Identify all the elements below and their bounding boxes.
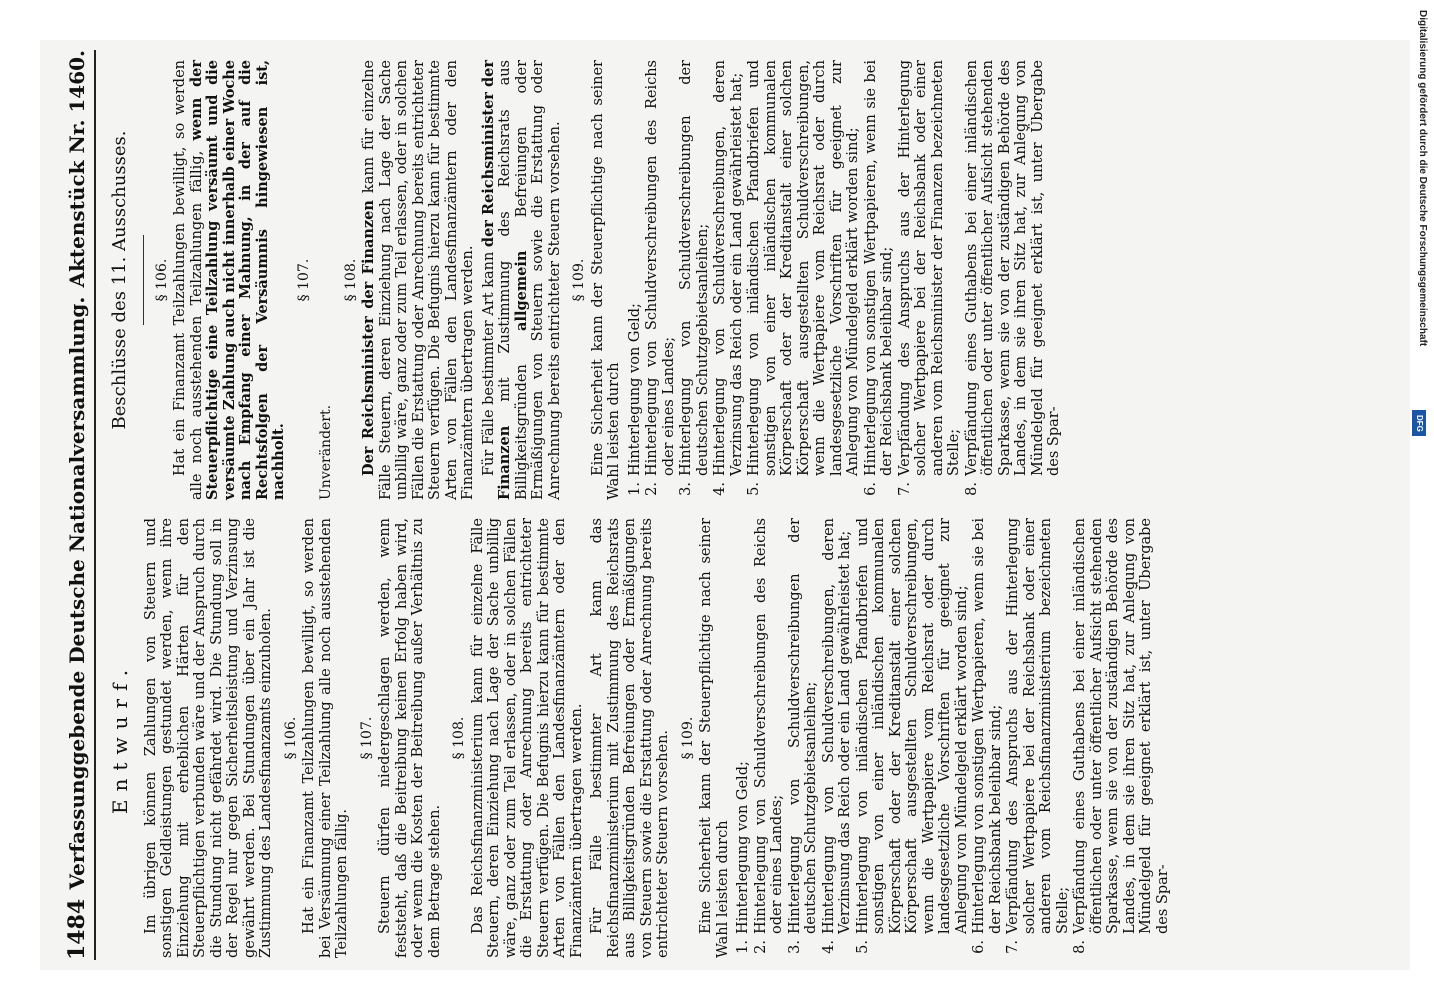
draft-s109-list-item — [855, 518, 971, 958]
running-title: Verfassunggebende Deutsche Nationalversammlung. — [65, 296, 89, 890]
page-header — [60, 50, 96, 960]
draft-s109-list-number: 3. — [786, 940, 803, 954]
committee-s109-list-text: Verpfändung eines Guthabens bei einer inländischen öffentlichen oder unter öffentlicher Aufsicht stehenden Sparkasse, wenn sie von der zuständigen Behörde des Landes, in dem sie ihren Sitz hat, zur Anlegung von Mündelgeld für geeignet erklärt ist, unter Übergabe des Spar- — [963, 60, 1062, 476]
committee-s109-list-number: 3. — [678, 482, 694, 496]
draft-s106-text: Hat ein Finanzamt Teilzahlungen bewilligt, so werden bei Versäumung einer Teilzahlung alle noch ausstehenden Teilzahlungen fällig. — [301, 518, 350, 958]
committee-s109-list-number: 6. — [862, 482, 879, 496]
draft-intro-paragraph: Im übrigen können Zahlungen von Steuern und sonstigen Geldleistungen gestundet werden, wenn ihre Einziehung mit erheblichen Härten für den Steuerpflichtigen verbunden wäre und der Anspruch durch die Stundung nicht gefährdet wird. Die Stundung soll in der Regel nur gegen Sicherheitsleistung und Verzinsung gewährt werden. Bei Stundungen über ein Jahr ist die Zustimmung des Landesfinanzamts einzuholen. — [142, 518, 274, 958]
committee-s109-intro: Eine Sicherheit kann der Steuerpflichtige nach seiner Wahl leisten durch — [589, 60, 622, 500]
draft-s109-list-number: 8. — [1072, 940, 1088, 954]
draft-s109-title: § 109. — [679, 716, 696, 760]
heading-divider — [143, 235, 144, 325]
credit-text: Digitalisierung gefördert durch die Deutsche Forschungsgemeinschaft — [1417, 10, 1428, 347]
committee-s109-list-item — [644, 60, 677, 500]
draft-s109-list-text: Hinterlegung von Schuldverschreibungen des Reichs oder eines Landes; — [752, 518, 785, 934]
draft-column — [106, 518, 1410, 958]
committee-s109-title: § 109. — [571, 258, 587, 302]
draft-s109-list-number: 1. — [735, 940, 751, 954]
committee-s109-list-item — [678, 60, 711, 500]
committee-s109-list-number: 2. — [644, 482, 660, 496]
committee-s109-list-item — [746, 60, 862, 500]
draft-s109-list-number: 6. — [971, 940, 987, 954]
draft-s109-list-number: 2. — [752, 940, 769, 954]
draft-s108-title: § 108. — [451, 716, 467, 760]
draft-s106-title: § 106. — [282, 716, 299, 760]
page-number: 1484 — [64, 898, 90, 960]
draft-s109-list-text: Hinterlegung von inländischen Pfandbriefen und sonstigen von einer inländischen kommunalen Körperschaft oder der Kreditanstalt einer solchen Körperschaft ausgestellten Schuldverschreibungen, wenn die Wertpapiere vom Reichsrat oder durch landesgesetzliche Vorschriften für geeignet zur Anlegung von Mündelgeld erklärt worden sind; — [854, 518, 970, 934]
committee-s106-title: § 106. — [153, 258, 170, 302]
digitization-credit — [1410, 10, 1430, 610]
draft-s109-intro: Eine Sicherheit kann der Steuerpflichtige nach seiner Wahl leisten durch — [698, 518, 731, 958]
committee-column — [106, 60, 1410, 500]
draft-s109-list-text: Hinterlegung von Schuldverschreibungen, deren Verzinsung das Reich oder ein Land gewährleistet hat; — [820, 518, 853, 934]
draft-s109-list-text: Verpfändung eines Guthabens bei einer inländischen öffentlichen oder unter öffentlicher Aufsicht stehenden Sparkasse, wenn sie von der zuständigen Behörde des Landes, in dem sie ihren Sitz hat, zur Anlegung von Mündelgeld für geeignet erklärt ist, unter Übergabe des Spar- — [1072, 518, 1171, 934]
draft-s109-list-text: Hinterlegung von Geld; — [735, 761, 751, 934]
draft-s109-list-number: 4. — [820, 940, 837, 954]
committee-s108-plain-2b: mit Zustimmung des Reichsrats aus Billigkeitsgründen — [497, 59, 530, 500]
committee-s107-title: § 107. — [295, 258, 312, 302]
committee-s109-list-text: Hinterlegung von Geld; — [626, 303, 643, 476]
committee-s109-list-text: Hinterlegung von sonstigen Wertpapieren, wenn sie bei der Reichsbank beleihbar sind; — [862, 60, 895, 476]
draft-s108-text-2: Für Fälle bestimmter Art kann das Reichsfinanzministerium mit Zustimmung des Reichsrats aus Billigkeitsgründen Befreiungen oder Ermäßigungen von Steuern sowie die Erstattung oder Anrechnung bereits entrichteter Steuern vorsehen. — [589, 518, 671, 958]
draft-s109-list-text: Hinterlegung von Schuldverschreibungen der deutschen Schutzgebietsanleihen; — [786, 518, 819, 934]
committee-s109-list-number: 7. — [896, 482, 913, 496]
draft-s109-list-item — [735, 518, 752, 958]
rotated-page-content — [40, 40, 1410, 970]
draft-s109-list-item — [753, 518, 786, 958]
committee-s109-list-number: 1. — [626, 482, 643, 496]
draft-s109-list-text: Verpfändung des Anspruchs aus der Hinterlegung solcher Wertpapiere bei der Reichsbank oder einer anderen vom Reichsfinanzministerium bezeichneten Stelle; — [1005, 518, 1071, 934]
draft-s109-list — [735, 518, 1171, 958]
committee-s109-list-text: Hinterlegung von Schuldverschreibungen des Reichs oder eines Landes; — [644, 60, 677, 476]
committee-s109-list-text: Hinterlegung von inländischen Pfandbriefen und sonstigen von einer inländischen kommunalen Körperschaft oder der Kreditanstalt einer solchen Körperschaft ausgestellten Schuldverschreibungen, wenn die Wertpapiere vom Reichsrat oder durch landesgesetzliche Vorschriften für geeignet zur Anlegung von Mündelgeld erklärt worden sind; — [746, 60, 861, 476]
committee-s109-list-item — [712, 60, 745, 500]
committee-s109-list-number: 8. — [963, 482, 980, 496]
draft-heading: Entwurf. — [108, 661, 132, 815]
committee-s108-bold-3: allgemein — [512, 250, 530, 331]
committee-s108-plain-2a: Für Fälle bestimmter Art kann — [480, 251, 497, 476]
committee-s109-list-item — [863, 60, 896, 500]
dfg-logo: DFG — [1412, 410, 1426, 436]
committee-s109-list-item — [627, 60, 644, 500]
draft-s109-list-item — [971, 518, 1004, 958]
committee-s108-text-1 — [361, 60, 477, 500]
scanned-page — [40, 40, 1410, 970]
file-reference: Aktenstück Nr. 1460. — [65, 50, 89, 288]
committee-s109-list-text: Hinterlegung von Schuldverschreibungen der deutschen Schutzgebietsanleihen; — [678, 60, 711, 476]
draft-s109-list-item — [821, 518, 854, 958]
committee-s108-text-2 — [481, 60, 564, 500]
committee-s109-list-number: 5. — [746, 482, 762, 496]
committee-s109-list — [627, 60, 1063, 500]
committee-s109-list-text: Hinterlegung von Schuldverschreibungen, deren Verzinsung das Reich oder ein Land gewährleistet hat; — [712, 60, 745, 476]
committee-s108-bold-1: Der Reichsminister der Finanzen — [360, 200, 377, 476]
committee-heading: Beschlüsse des 11. Ausschusses. — [109, 130, 130, 430]
committee-s106-bold: wenn der Steuerpflichtige eine Teilzahlung versäumt und die versäumte Zahlung auch nicht innerhalb einer Woche nach Empfang einer Mahnung, in der auf die Rechtsfolgen der Versäumnis hingewiesen ist, nachholt. — [187, 59, 287, 500]
committee-s108-title: § 108. — [342, 258, 359, 302]
committee-s108-bold-2: der Reichsminister der Finanzen — [479, 60, 513, 500]
draft-s107-title: § 107. — [358, 716, 375, 760]
draft-s107-text: Steuern dürfen niedergeschlagen werden, wenn feststeht, daß die Beitreibung keinen Erfolg haben wird, oder wenn die Kosten der Beitreibung außer Verhältnis zu dem Betrage stehen. — [377, 518, 443, 958]
draft-s109-list-item — [1005, 518, 1071, 958]
committee-s109-list-item — [964, 60, 1063, 500]
committee-s109-list-text: Verpfändung des Anspruchs aus der Hinterlegung solcher Wertpapiere bei der Reichsbank oder einer anderen vom Reichsminister der Finanzen bezeichneten Stelle; — [896, 60, 962, 476]
draft-s109-list-text: Hinterlegung von sonstigen Wertpapieren, wenn sie bei der Reichsbank beleihbar sind; — [971, 518, 1004, 934]
committee-s106-text — [172, 60, 288, 500]
draft-s109-list-item — [787, 518, 820, 958]
committee-s108-plain-1: kann für einzelne Fälle Steuern, deren Einziehung nach Lage der Sache unbillig wäre, ganz oder zum Teil erlassen, oder in solchen Fällen die Erstattung oder Anrechnung bereits entrichteter Steuern verfügen. Die Befugnis hierzu kann für bestimmte Arten von Fällen den Landesfinanzämtern oder den Finanzämtern übertragen werden. — [361, 60, 476, 500]
committee-s106-plain: Hat ein Finanzamt Teilzahlungen bewilligt, so werden alle noch ausstehenden Teilzahlungen fällig, — [172, 60, 205, 500]
committee-s107-text: Unverändert. — [318, 404, 334, 500]
draft-s108-text-1: Das Reichsfinanzministerium kann für einzelne Fälle Steuern, deren Einziehung nach Lage der Sache unbillig wäre, ganz oder zum Teil erlassen, oder in solchen Fällen die Erstattung oder Anrechnung bereits entrichteter Steuern verfügen. Die Befugnis hierzu kann für bestimmte Arten von Fällen den Landesfinanzämtern oder den Finanzämtern übertragen werden. — [469, 518, 585, 958]
committee-s109-list-item — [897, 60, 963, 500]
draft-s109-list-item — [1072, 518, 1171, 958]
draft-s109-list-number: 7. — [1005, 940, 1021, 954]
committee-s109-list-number: 4. — [712, 482, 728, 496]
draft-s109-list-number: 5. — [854, 940, 871, 954]
committee-s108-plain-2c: Befreiungen oder Ermäßigungen von Steuern sowie die Erstattung oder Anrechnung bereits entrichteter Steuern vorsehen. — [513, 59, 563, 500]
